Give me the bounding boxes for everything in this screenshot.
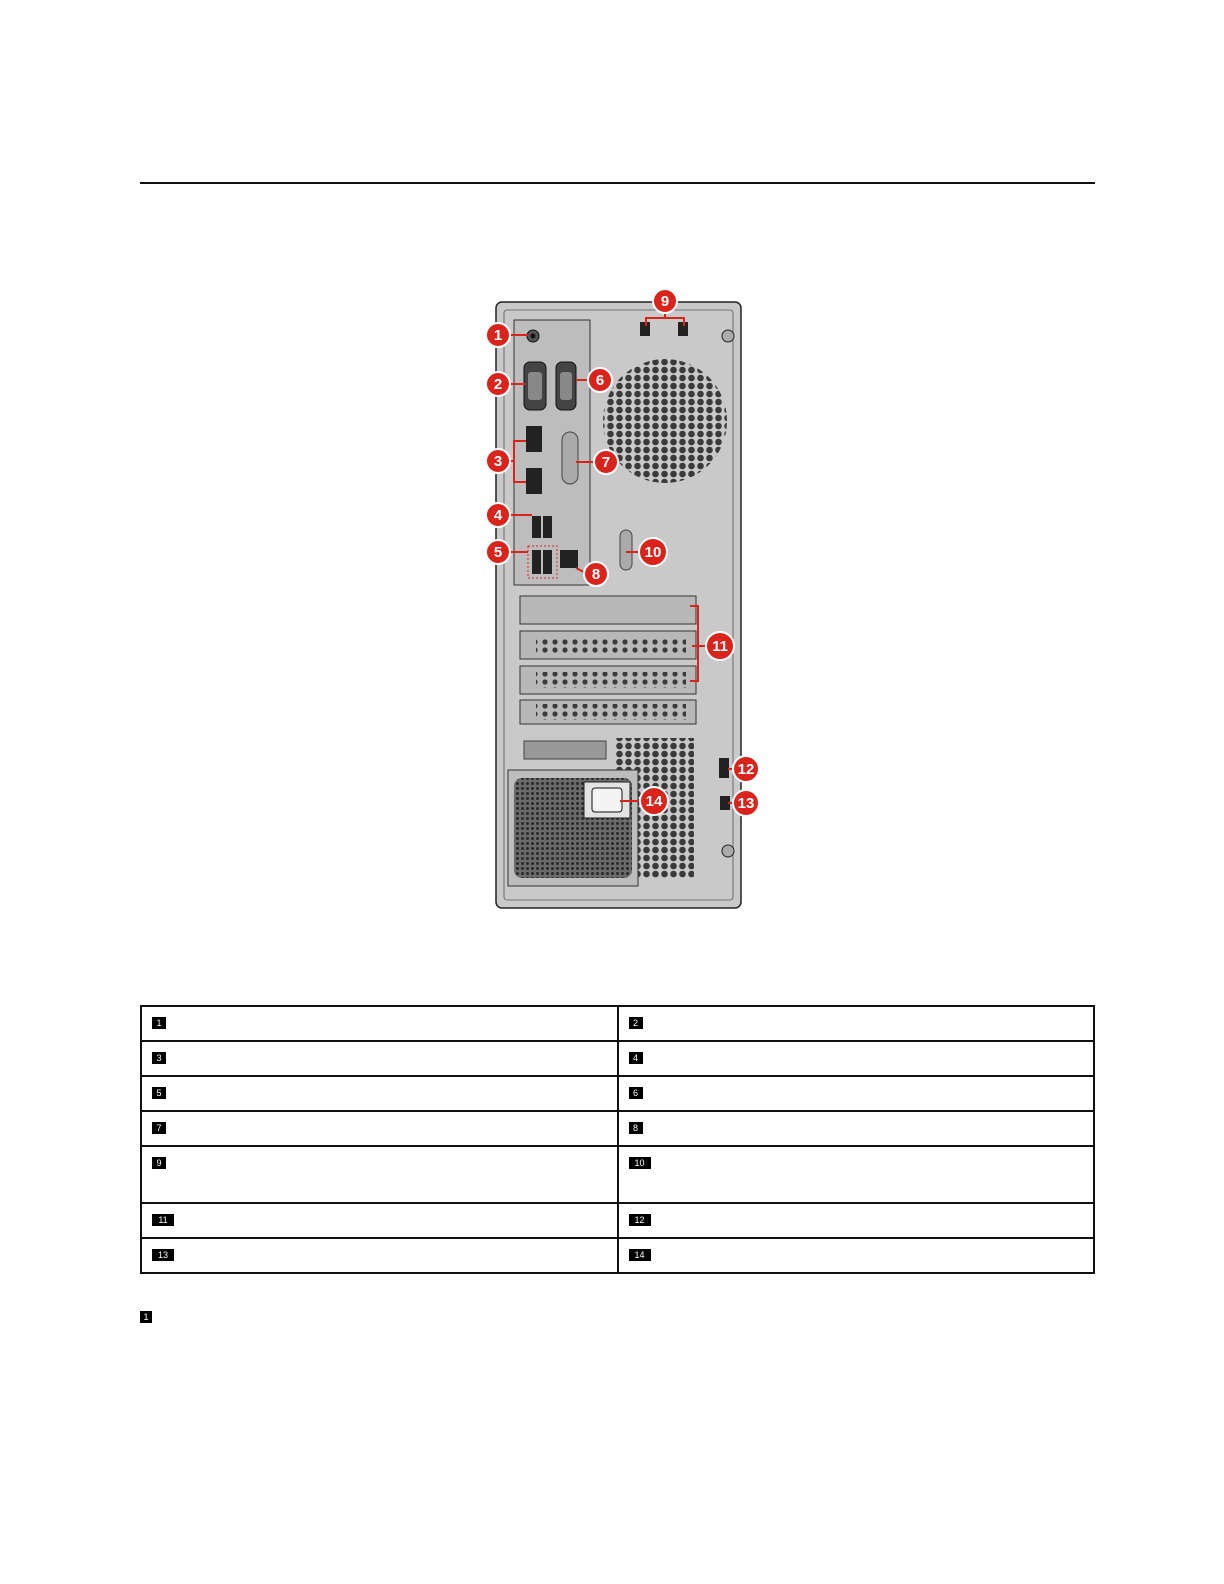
power-supply xyxy=(508,770,638,886)
svg-text:10: 10 xyxy=(644,544,662,561)
callout-9 xyxy=(653,289,677,313)
table-row xyxy=(141,1006,1094,1041)
callout-3 xyxy=(486,449,510,473)
svg-text:7: 7 xyxy=(601,454,611,471)
legend-cell xyxy=(618,1076,1095,1111)
number-badge: 8 xyxy=(629,1122,643,1134)
callout-7 xyxy=(594,450,618,474)
svg-text:8: 8 xyxy=(591,566,601,583)
svg-text:2: 2 xyxy=(493,376,503,393)
legend-cell xyxy=(618,1238,1095,1273)
svg-text:13: 13 xyxy=(737,795,755,812)
table-row xyxy=(141,1041,1094,1076)
svg-text:12: 12 xyxy=(737,761,755,778)
usb-2-port-2 xyxy=(543,516,552,538)
svg-text:14: 14 xyxy=(645,793,663,810)
legend-cell xyxy=(141,1076,618,1111)
legend-cell xyxy=(141,1111,618,1146)
serial-port xyxy=(556,362,576,410)
number-badge: 13 xyxy=(152,1249,174,1261)
callout-1 xyxy=(486,323,510,347)
number-badge: 10 xyxy=(629,1157,651,1169)
legend-cell xyxy=(141,1238,618,1273)
table-row xyxy=(141,1146,1094,1203)
legend-cell xyxy=(141,1203,618,1238)
fan-grille xyxy=(603,359,727,483)
usb-3-port-1 xyxy=(532,550,541,574)
legend-cell xyxy=(618,1111,1095,1146)
svg-text:1: 1 xyxy=(493,327,503,344)
callout-5 xyxy=(486,540,510,564)
number-badge: 3 xyxy=(152,1052,166,1064)
svg-text:11: 11 xyxy=(712,638,728,655)
footer-number-badge: 1 xyxy=(140,1311,152,1323)
number-badge: 7 xyxy=(152,1122,166,1134)
header-rule xyxy=(140,182,1095,184)
callout-13 xyxy=(733,790,759,816)
svg-text:5: 5 xyxy=(493,544,503,561)
callout-8 xyxy=(584,562,608,586)
callout-14 xyxy=(640,787,668,815)
legend-table xyxy=(140,1005,1095,1274)
legend-cell xyxy=(141,1041,618,1076)
legend-cell xyxy=(618,1041,1095,1076)
table-row xyxy=(141,1076,1094,1111)
table-row xyxy=(141,1238,1094,1273)
displayport-1 xyxy=(526,426,542,452)
usb-3-port-2 xyxy=(543,550,552,574)
table-row xyxy=(141,1203,1094,1238)
legend-cell xyxy=(618,1146,1095,1203)
number-badge: 4 xyxy=(629,1052,643,1064)
number-badge: 5 xyxy=(152,1087,166,1099)
number-badge: 6 xyxy=(629,1087,643,1099)
number-badge: 2 xyxy=(629,1017,643,1029)
legend-cell xyxy=(141,1006,618,1041)
ethernet-port xyxy=(560,550,578,568)
callout-12 xyxy=(733,756,759,782)
number-badge: 1 xyxy=(152,1017,166,1029)
callout-4 xyxy=(486,503,510,527)
number-badge: 9 xyxy=(152,1157,166,1169)
number-badge: 14 xyxy=(629,1249,651,1261)
svg-text:3: 3 xyxy=(493,453,503,470)
legend-cell xyxy=(618,1006,1095,1041)
rear-view-figure xyxy=(480,286,760,912)
usb-2-port-1 xyxy=(532,516,541,538)
callout-11 xyxy=(706,632,734,660)
callout-10 xyxy=(639,538,667,566)
table-row xyxy=(141,1111,1094,1146)
legend-cell xyxy=(141,1146,618,1203)
vga-port xyxy=(524,362,546,410)
callout-6 xyxy=(588,368,612,392)
svg-text:9: 9 xyxy=(660,293,670,310)
number-badge: 12 xyxy=(629,1214,651,1226)
displayport-2 xyxy=(526,468,542,494)
number-badge: 11 xyxy=(152,1214,174,1226)
callout-2 xyxy=(486,372,510,396)
legend-cell xyxy=(618,1203,1095,1238)
padlock-loop xyxy=(719,758,729,778)
svg-text:6: 6 xyxy=(595,372,605,389)
svg-text:4: 4 xyxy=(493,507,503,524)
